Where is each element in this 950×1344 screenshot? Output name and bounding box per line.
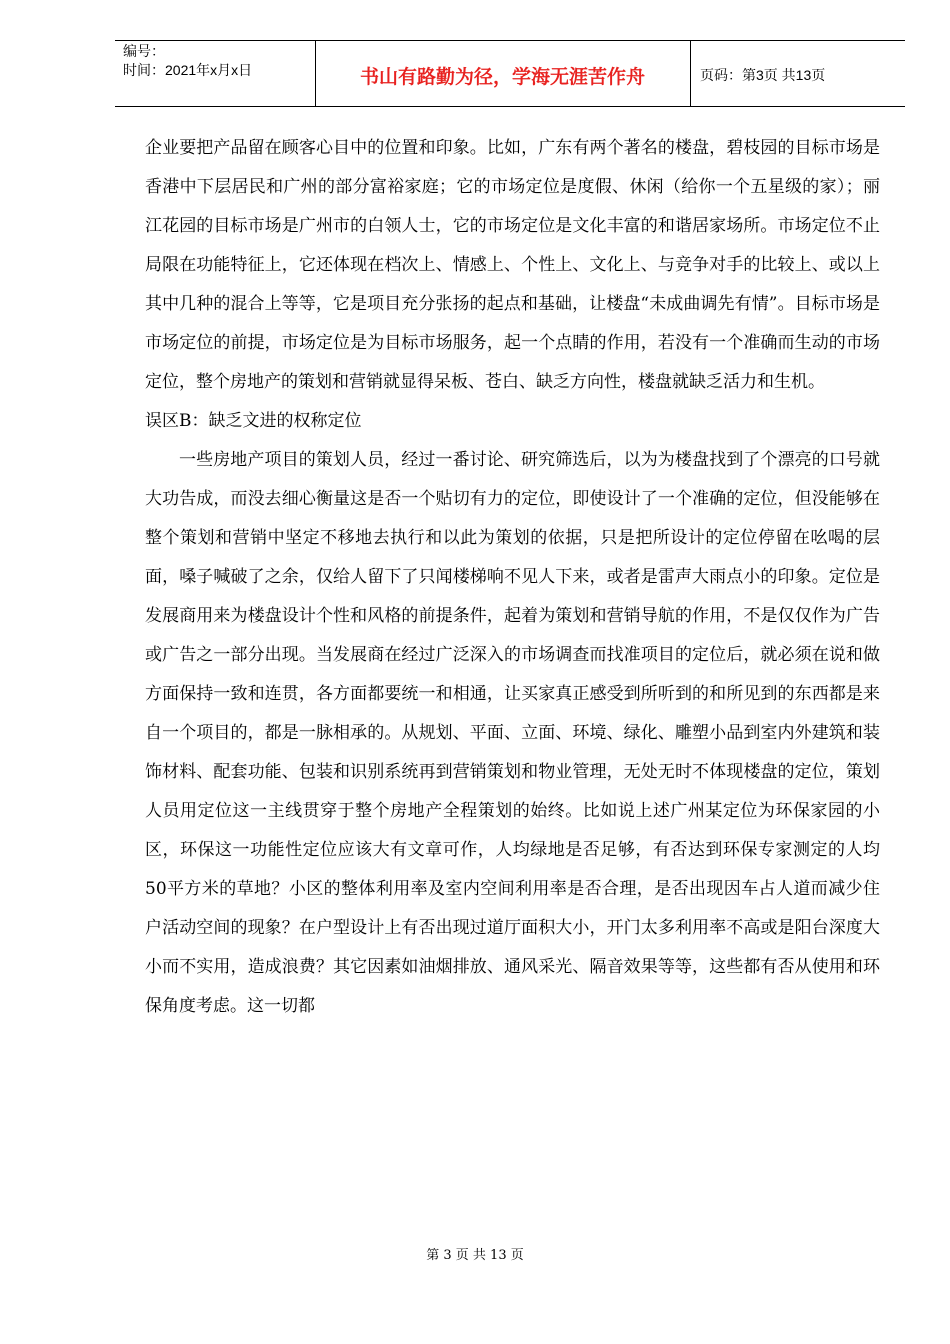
header-bottom-rule [115,106,905,107]
page-footer: 第 3 页 共 13 页 [426,1248,524,1263]
header-motto: 书山有路勤为径，学海无涯苦作舟 [359,66,645,88]
serial-label: 编号： [123,43,165,59]
header-meta [123,42,252,80]
document-body [145,129,880,1026]
paragraph-1: 企业要把产品留在顾客心目中的位置和印象。比如，广东有两个著名的楼盘，碧枝园的目标市场是香港中下层居民和广州的部分富裕家庭；它的市场定位是度假、休闲（给你一个五星级的家）；丽江花园的目标市场是广州市的白领人士，它的市场定位是文化丰富的和谐居家场所。市场定位不止局限在功能特征上，它还体现在档次上、情感上、个性上、文化上、与竞争对手的比较上、或以上其中几种的混合上等等，它是项目充分张扬的起点和基础，让楼盘“未成曲调先有情”。目标市场是市场定位的前提，市场定位是为目标市场服务，起一个点睛的作用，若没有一个准确而生动的市场定位，整个房地产的策划和营销就显得呆板、苍白、缺乏方向性，楼盘就缺乏活力和生机。 [145,138,880,392]
time-label: 时间：2021年x月x日 [123,62,253,78]
paragraph-2: 一些房地产项目的策划人员，经过一番讨论、研究筛选后，以为为楼盘找到了个漂亮的口号就大功告成，而没去细心衡量这是否一个贴切有力的定位，即使设计了一个准确的定位，但没能够在整个策划和营销中坚定不移地去执行和以此为策划的依据，只是把所设计的定位停留在吆喝的层面，嗓子喊破了之余，仅给人留下了只闻楼梯响不见人下来，或者是雷声大雨点小的印象。定位是发展商用来为楼盘设计个性和风格的前提条件，起着为策划和营销导航的作用，不是仅仅作为广告或广告之一部分出现。当发展商在经过广泛深入的市场调查而找准项目的定位后，就必须在说和做方面保持一致和连贯，各方面都要统一和相通，让买家真正感受到所听到的和所见到的东西都是来自一个项目的，都是一脉相承的。从规划、平面、立面、环境、绿化、雕塑小品到室内外建筑和装饰材料、配套功能、包装和识别系统再到营销策划和物业管理，无处无时不体现楼盘的定位，策划人员用定位这一主线贯穿于整个房地产全程策划的始终。比如说上述广州某定位为环保家园的小区，环保这一功能性定位应该大有文章可作，人均绿地是否足够，有否达到环保专家测定的人均50平方米的草地？小区的整体利用率及室内空间利用率是否合理，是否出现因车占人道而减少住户活动空间的现象？在户型设计上有否出现过道厅面积大小，开门太多利用率不高或是阳台深度大小而不实用，造成浪费？其它因素如油烟排放、通风采光、隔音效果等等，这些都有否从使用和环保角度考虑。这一切都 [145,450,880,1016]
header-divider-right [690,40,691,107]
header-page-info: 页码：第3页 共13页 [700,67,826,83]
header-top-rule [115,40,905,41]
section-heading-b: 误区B：缺乏文进的权称定位 [145,411,362,431]
page-header [115,40,905,107]
